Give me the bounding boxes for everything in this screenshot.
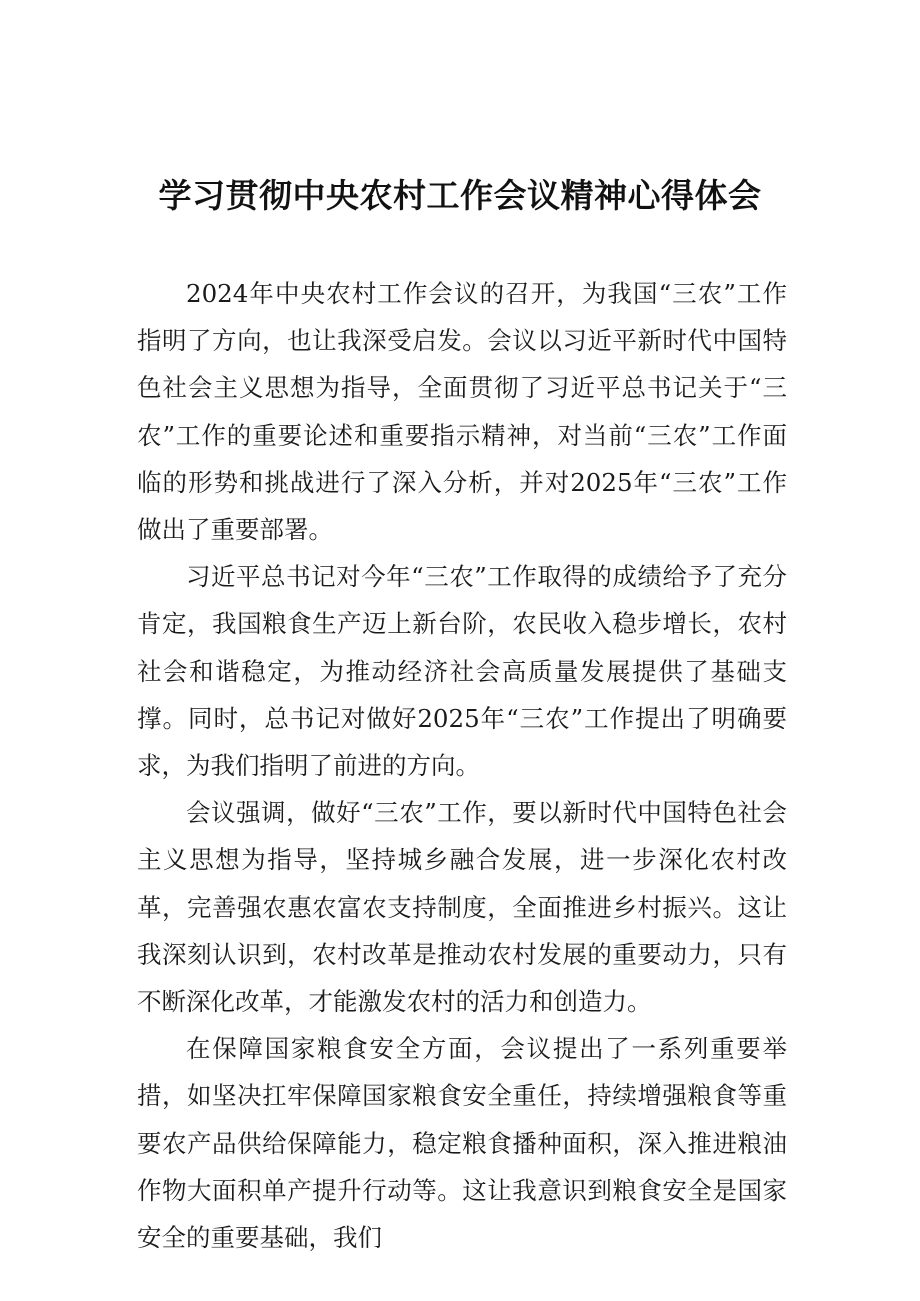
paragraph: 在保障国家粮食安全方面，会议提出了一系列重要举措，如坚决扛牢保障国家粮食安全重任，持续增强粮食等重要农产品供给保障能力，稳定粮食播种面积，深入推进粮油作物大面积单产提升行动等。这让我意识到粮食安全是国家安全的重要基础，我们	[137, 1034, 787, 1253]
paragraph: 2024年中央农村工作会议的召开，为我国“三农”工作指明了方向，也让我深受启发。会议以习近平新时代中国特色社会主义思想为指导，全面贯彻了习近平总书记关于“三农”工作的重要论述和重要指示精神，对当前“三农”工作面临的形势和挑战进行了深入分析，并对2025年“三农”工作做出了重要部署。	[137, 279, 787, 545]
document-title: 学习贯彻中央农村工作会议精神心得体会	[158, 176, 762, 215]
paragraph: 会议强调，做好“三农”工作，要以新时代中国特色社会主义思想为指导，坚持城乡融合发展，进一步深化农村改革，完善强农惠农富农支持制度，全面推进乡村振兴。这让我深刻认识到，农村改革是推动农村发展的重要动力，只有不断深化改革，才能激发农村的活力和创造力。	[137, 798, 787, 1017]
document-body	[137, 270, 787, 1261]
paragraph: 习近平总书记对今年“三农”工作取得的成绩给予了充分肯定，我国粮食生产迈上新台阶，农民收入稳步增长，农村社会和谐稳定，为推动经济社会高质量发展提供了基础支撑。同时，总书记对做好2025年“三农”工作提出了明确要求，为我们指明了前进的方向。	[137, 562, 787, 781]
